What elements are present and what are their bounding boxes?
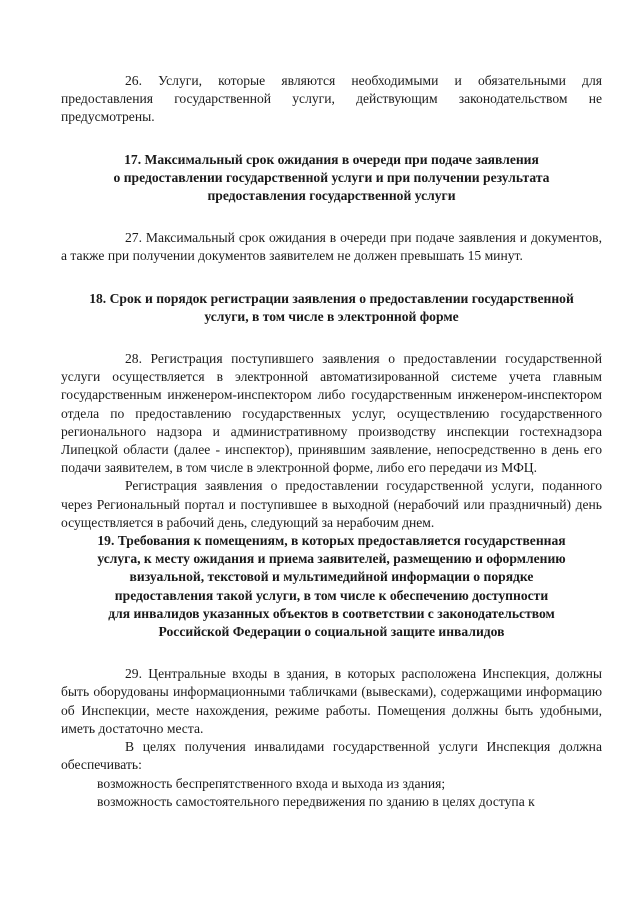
paragraph-27: 27. Максимальный срок ожидания в очереди при подаче заявления и документов, а также при получении документов заявителем не должен превышать 15 минут. <box>61 230 602 264</box>
section-heading-17 <box>61 151 602 206</box>
heading-17-line: предоставления государственной услуги <box>207 188 456 204</box>
paragraph-28-registration: Регистрация заявления о предоставлении государственной услуги, поданного через Региональный портал и поступившее в выходной (нерабочий или праздничный) день осуществляется в рабочий день, следующий за нерабочим днем. <box>61 478 602 530</box>
paragraph-26: 26. Услуги, которые являются необходимыми и обязательными для предоставления государственной услуги, действующим законодательством не предусмотрены. <box>61 73 602 125</box>
heading-17-line: о предоставлении государственной услуги и при получении результата <box>113 169 550 185</box>
heading-18-line: 18. Срок и порядок регистрации заявления о предоставлении государственной <box>89 290 574 306</box>
paragraph-28: 28. Регистрация поступившего заявления о предоставлении государственной услуги осуществляется в электронной автоматизированной системе учета главным государственным инженером-инспектором либо государственным инженером-инспектором отдела по предоставлению государственных услуг, осуществлению государственного регионального надзора и административному производству инспекции гостехнадзора Липецкой области (далее - инспектор), принявшим заявление, непосредственно в день его подачи заявителем, в том числе в электронной форме, либо его передачи из МФЦ. <box>61 351 602 476</box>
heading-19-line: Российской Федерации о социальной защите инвалидов <box>158 624 505 640</box>
heading-17-line: 17. Максимальный срок ожидания в очереди при подаче заявления <box>124 151 539 167</box>
paragraph-29: 29. Центральные входы в здания, в которых расположена Инспекция, должны быть оборудованы информационными табличками (вывесками), содержащими информацию об Инспекции, месте нахождения, режиме работы. Помещения должны быть удобными, иметь достаточно места. <box>61 666 602 736</box>
section-heading-19 <box>61 532 602 641</box>
list-item: возможность самостоятельного передвижения по зданию в целях доступа к <box>97 793 535 809</box>
section-heading-18 <box>61 290 602 326</box>
paragraph-29-disabled-access: В целях получения инвалидами государственной услуги Инспекция должна обеспечивать: <box>61 739 602 773</box>
heading-18-line: услуги, в том числе в электронной форме <box>204 308 459 324</box>
heading-19-line: услуга, к месту ожидания и приема заявителей, размещению и оформлению <box>97 551 566 567</box>
heading-19-line: для инвалидов указанных объектов в соответствии с законодательством <box>108 605 555 621</box>
heading-19-line: предоставления такой услуги, в том числе к обеспечению доступности <box>114 587 549 603</box>
heading-19-line: визуальной, текстовой и мультимедийной информации о порядке <box>129 569 534 585</box>
document-page <box>61 72 602 811</box>
list-item: возможность беспрепятственного входа и выхода из здания; <box>97 775 446 791</box>
heading-19-line: 19. Требования к помещениям, в которых предоставляется государственная <box>97 533 566 549</box>
